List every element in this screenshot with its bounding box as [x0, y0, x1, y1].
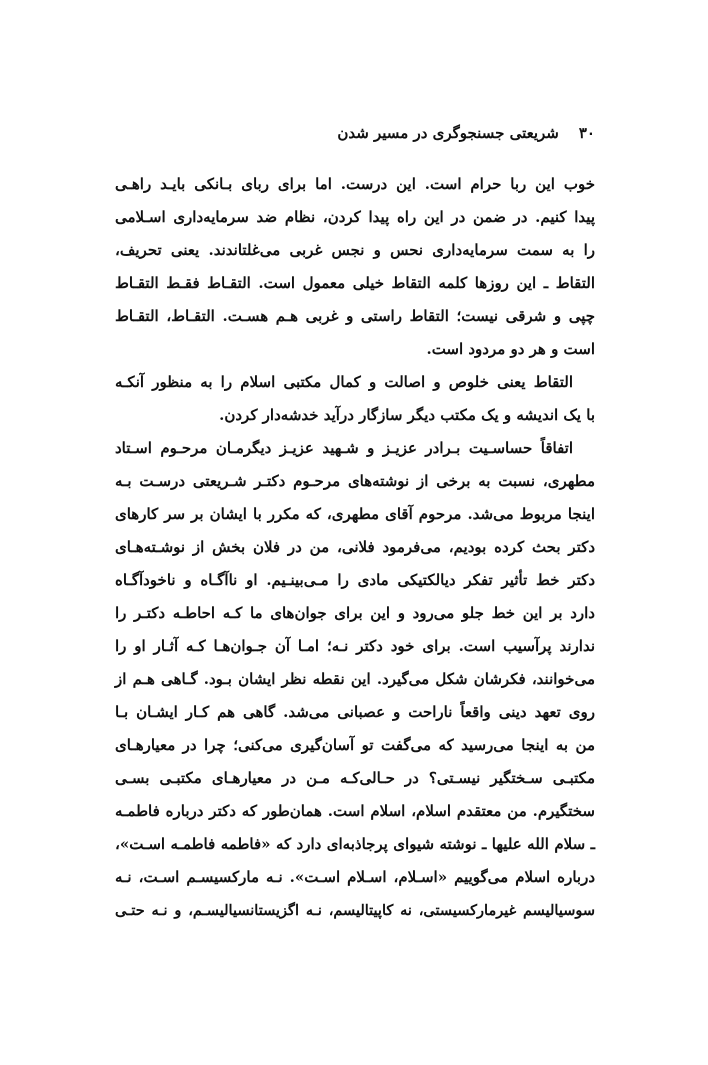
running-header: [115, 118, 595, 148]
text-line: من به اینجا می‌رسید که می‌گفت تو آسان‌گیری می‌کنی؛ چرا در معیارهـای: [115, 736, 595, 754]
running-title: شریعتی جسنجوگری در مسیر شدن: [337, 124, 559, 142]
paragraph-first-line: التقاط یعنی خلوص و اصالت و کمال مکتبی اسلام را به منظور آنکـه: [115, 373, 573, 391]
text-line: مطهری، نسبت به برخی از نوشته‌های مرحـوم دکتـر شـریعتی درسـت بـه: [115, 472, 595, 490]
text-line: دارد بر این خط جلو می‌رود و این برای جوان‌های ما کـه احاطـه دکتـر را: [115, 604, 595, 622]
text-line: التقاط ـ این روزها کلمه التقاط خیلی معمول است. التقـاط فقـط التقـاط: [115, 274, 595, 292]
text-line: می‌خوانند، فکرشان شکل می‌گیرد. این نقطه نظر ایشان بـود. گـاهی هـم از: [115, 670, 595, 688]
text-line: ندارند پرآسیب است. برای خود دکتر نـه؛ امـا آن جـوان‌هـا کـه آثـار او را: [115, 637, 595, 655]
paragraph-first-line: اتفاقاً حساسـیت بـرادر عزیـز و شـهید عزیـز دیگرمـان مرحـوم اسـتاد: [115, 439, 573, 457]
text-line: اینجا مربوط می‌شد. مرحوم آقای مطهری، که مکرر با ایشان بر سر کارهای: [115, 505, 595, 523]
page-number: ۳۰: [578, 124, 595, 142]
text-line: سوسیالیسم غیرمارکسیستی، نه کاپیتالیسم، نـه اگزیستانسیالیسـم، و نـه حتـی: [115, 902, 595, 919]
text-line: روی تعهد دینی واقعاً ناراحت و عصبانی می‌شد. گاهی هم کـار ایشـان بـا: [115, 703, 595, 721]
text-line: را به سمت سرمایه‌داری نحس و نجس غربی می‌غلتاندند. یعنی تحریف،: [115, 241, 595, 259]
text-line: دکتر بحث کرده بودیم، می‌فرمود فلانی، من در فلان بخش از نوشـته‌هـای: [115, 538, 595, 556]
text-line: سختگیرم. من معتقدم اسلام، اسلام است. همان‌طور که دکتر درباره فاطمـه: [115, 802, 595, 820]
text-line: با یک اندیشه و یک مکتب دیگر سازگار درآید خدشه‌دار کردن.: [219, 406, 595, 424]
text-line: دکتر خط تأثیر تفکر دیالکتیکی مادی را مـی‌بینـیم. او ناآگـاه و ناخودآگـاه: [115, 571, 595, 589]
text-line: است و هر دو مردود است.: [426, 340, 595, 358]
text-line: درباره اسلام می‌گوییم «اسـلام، اسـلام اسـت». نـه مارکسیسـم اسـت، نـه: [115, 868, 595, 886]
text-line: ـ سلام الله علیها ـ نوشته شیوای پرجاذبه‌ای دارد که «فاطمه فاطمـه اسـت»،: [115, 835, 595, 853]
text-line: چپی و شرقی نیست؛ التقاط راستی و غربی هـم هسـت. التقـاط، التقـاط: [115, 307, 595, 325]
text-line: مکتبـی سـختگیر نیسـتی؟ در حـالی‌کـه مـن در معیارهـای مکتبـی بسـی: [115, 769, 595, 787]
text-line: خوب این ربا حرام است. این درست. اما برای ربای بـانکی بایـد راهـی: [115, 175, 595, 193]
text-line: پیدا کنیم. در ضمن در این راه پیدا کردن، نظام ضد سرمایه‌داری اسـلامی: [115, 208, 595, 226]
body-text: [115, 168, 595, 927]
